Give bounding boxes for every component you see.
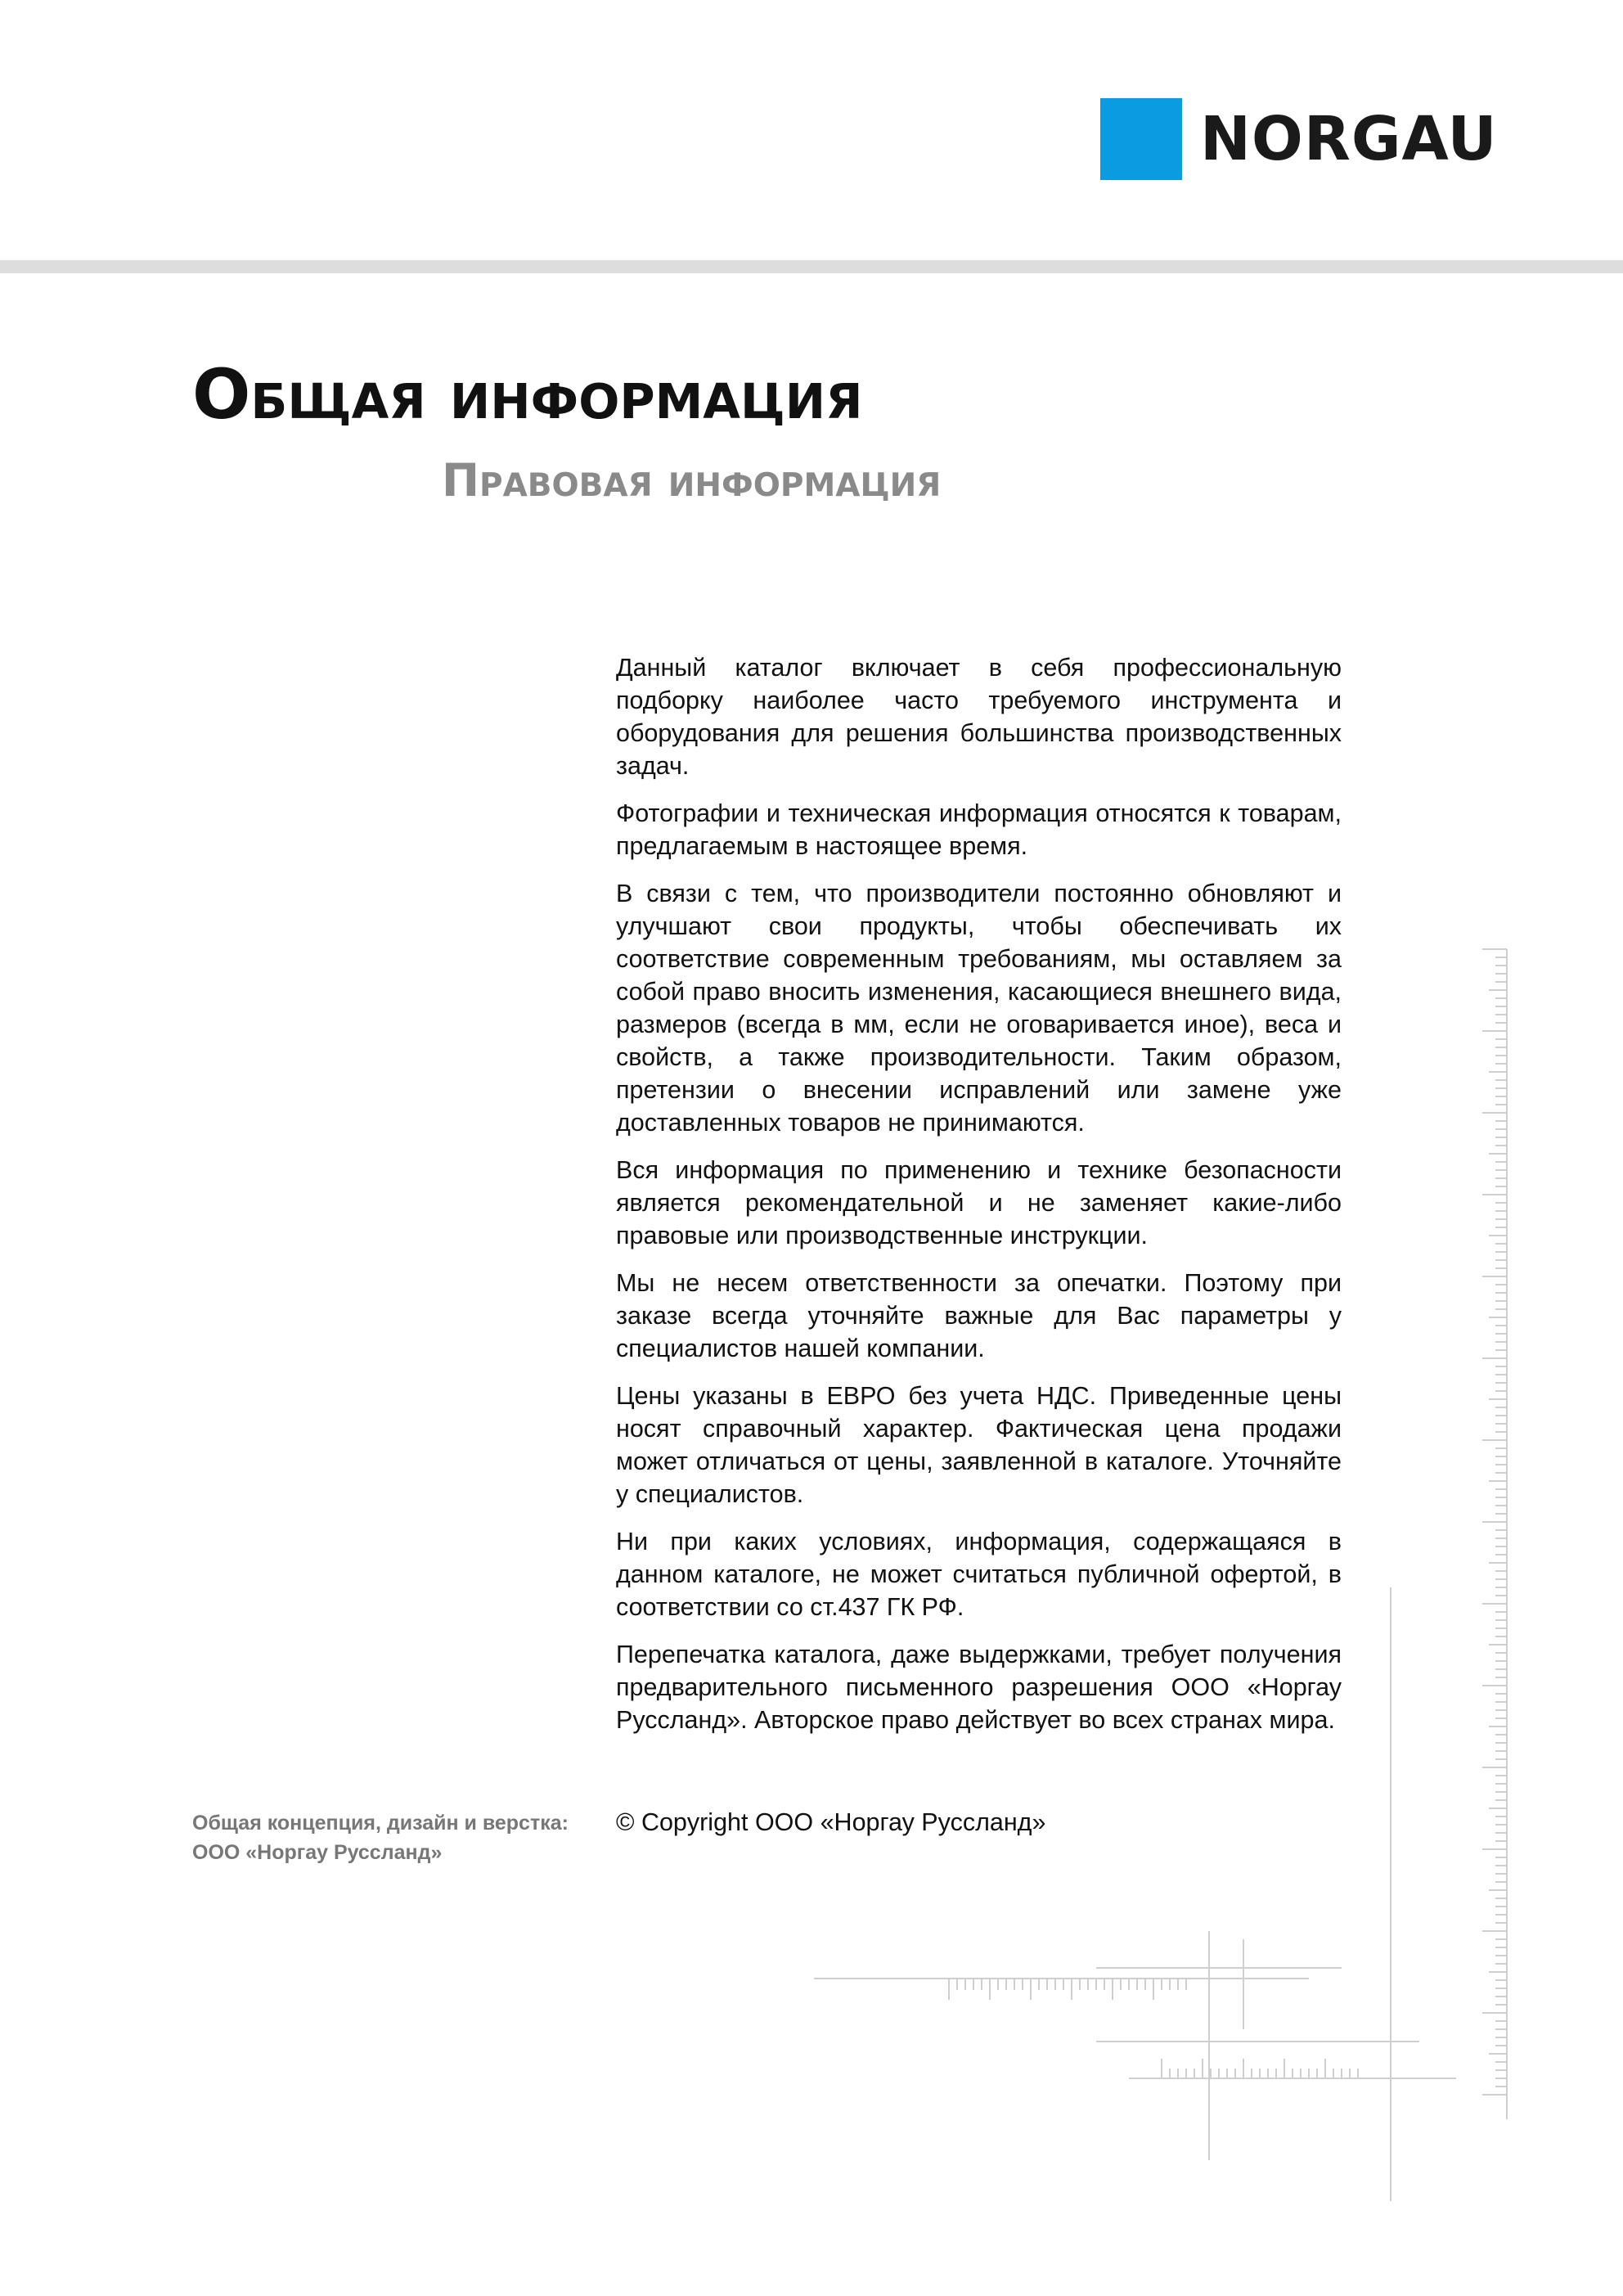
header-divider <box>0 260 1623 273</box>
paragraph: Перепечатка каталога, даже выдержками, требует получения предварительного письменного разрешения ООО «Норгау Руссланд». Авторское право действует во всех странах мира. <box>616 1641 1342 1734</box>
paragraph: Мы не несем ответственности за опечатки. Поэтому при заказе всегда уточняйте важные для Вас параметры у специалистов нашей компании. <box>616 1269 1342 1362</box>
page-subtitle: Правовая информация <box>442 454 942 506</box>
credits-line-2: ООО «Норгау Руссланд» <box>192 1841 443 1864</box>
paragraph: Данный каталог включает в себя профессиональную подборку наиболее часто требуемого инструмента и оборудования для решения большинства производственных задач. <box>616 654 1342 780</box>
logo-square-icon <box>1100 98 1182 180</box>
paragraph: Цены указаны в ЕВРО без учета НДС. Приведенные цены носят справочный характер. Фактическая цена продажи может отличаться от цены, заявленной в каталоге. Уточняйте у специалистов. <box>616 1382 1342 1508</box>
paragraph: Фотографии и техническая информация относятся к товарам, предлагаемым в настоящее время. <box>616 799 1342 860</box>
design-credits <box>192 1808 569 1867</box>
copyright-notice: © Copyright ООО «Норгау Руссланд» <box>616 1808 1046 1836</box>
paragraph: В связи с тем, что производители постоянно обновляют и улучшают свои продукты, чтобы обеспечивать их соответствие современным требованиям, мы оставляем за собой право вносить изменения, касающиеся внешнего вида, размеров (всегда в мм, если не оговаривается иное), веса и свойств, а также производительности. Таким образом, претензии о внесении исправлений или замене уже доставленных товаров не принимаются. <box>616 880 1342 1137</box>
paragraph: Ни при каких условиях, информация, содержащаяся в данном каталоге, не может считаться публичной офертой, в соответствии со ст.437 ГК РФ. <box>616 1528 1342 1621</box>
norgau-logo <box>1100 98 1498 180</box>
credits-line-1: Общая концепция, дизайн и верстка: <box>192 1812 569 1835</box>
legal-text <box>616 651 1342 1751</box>
logo-wordmark: NORGAU <box>1200 104 1498 174</box>
paragraph: Вся информация по применению и технике безопасности является рекомендательной и не заменяет какие-либо правовые или производственные инструкции. <box>616 1156 1342 1249</box>
page-title: Общая информация <box>192 354 863 434</box>
